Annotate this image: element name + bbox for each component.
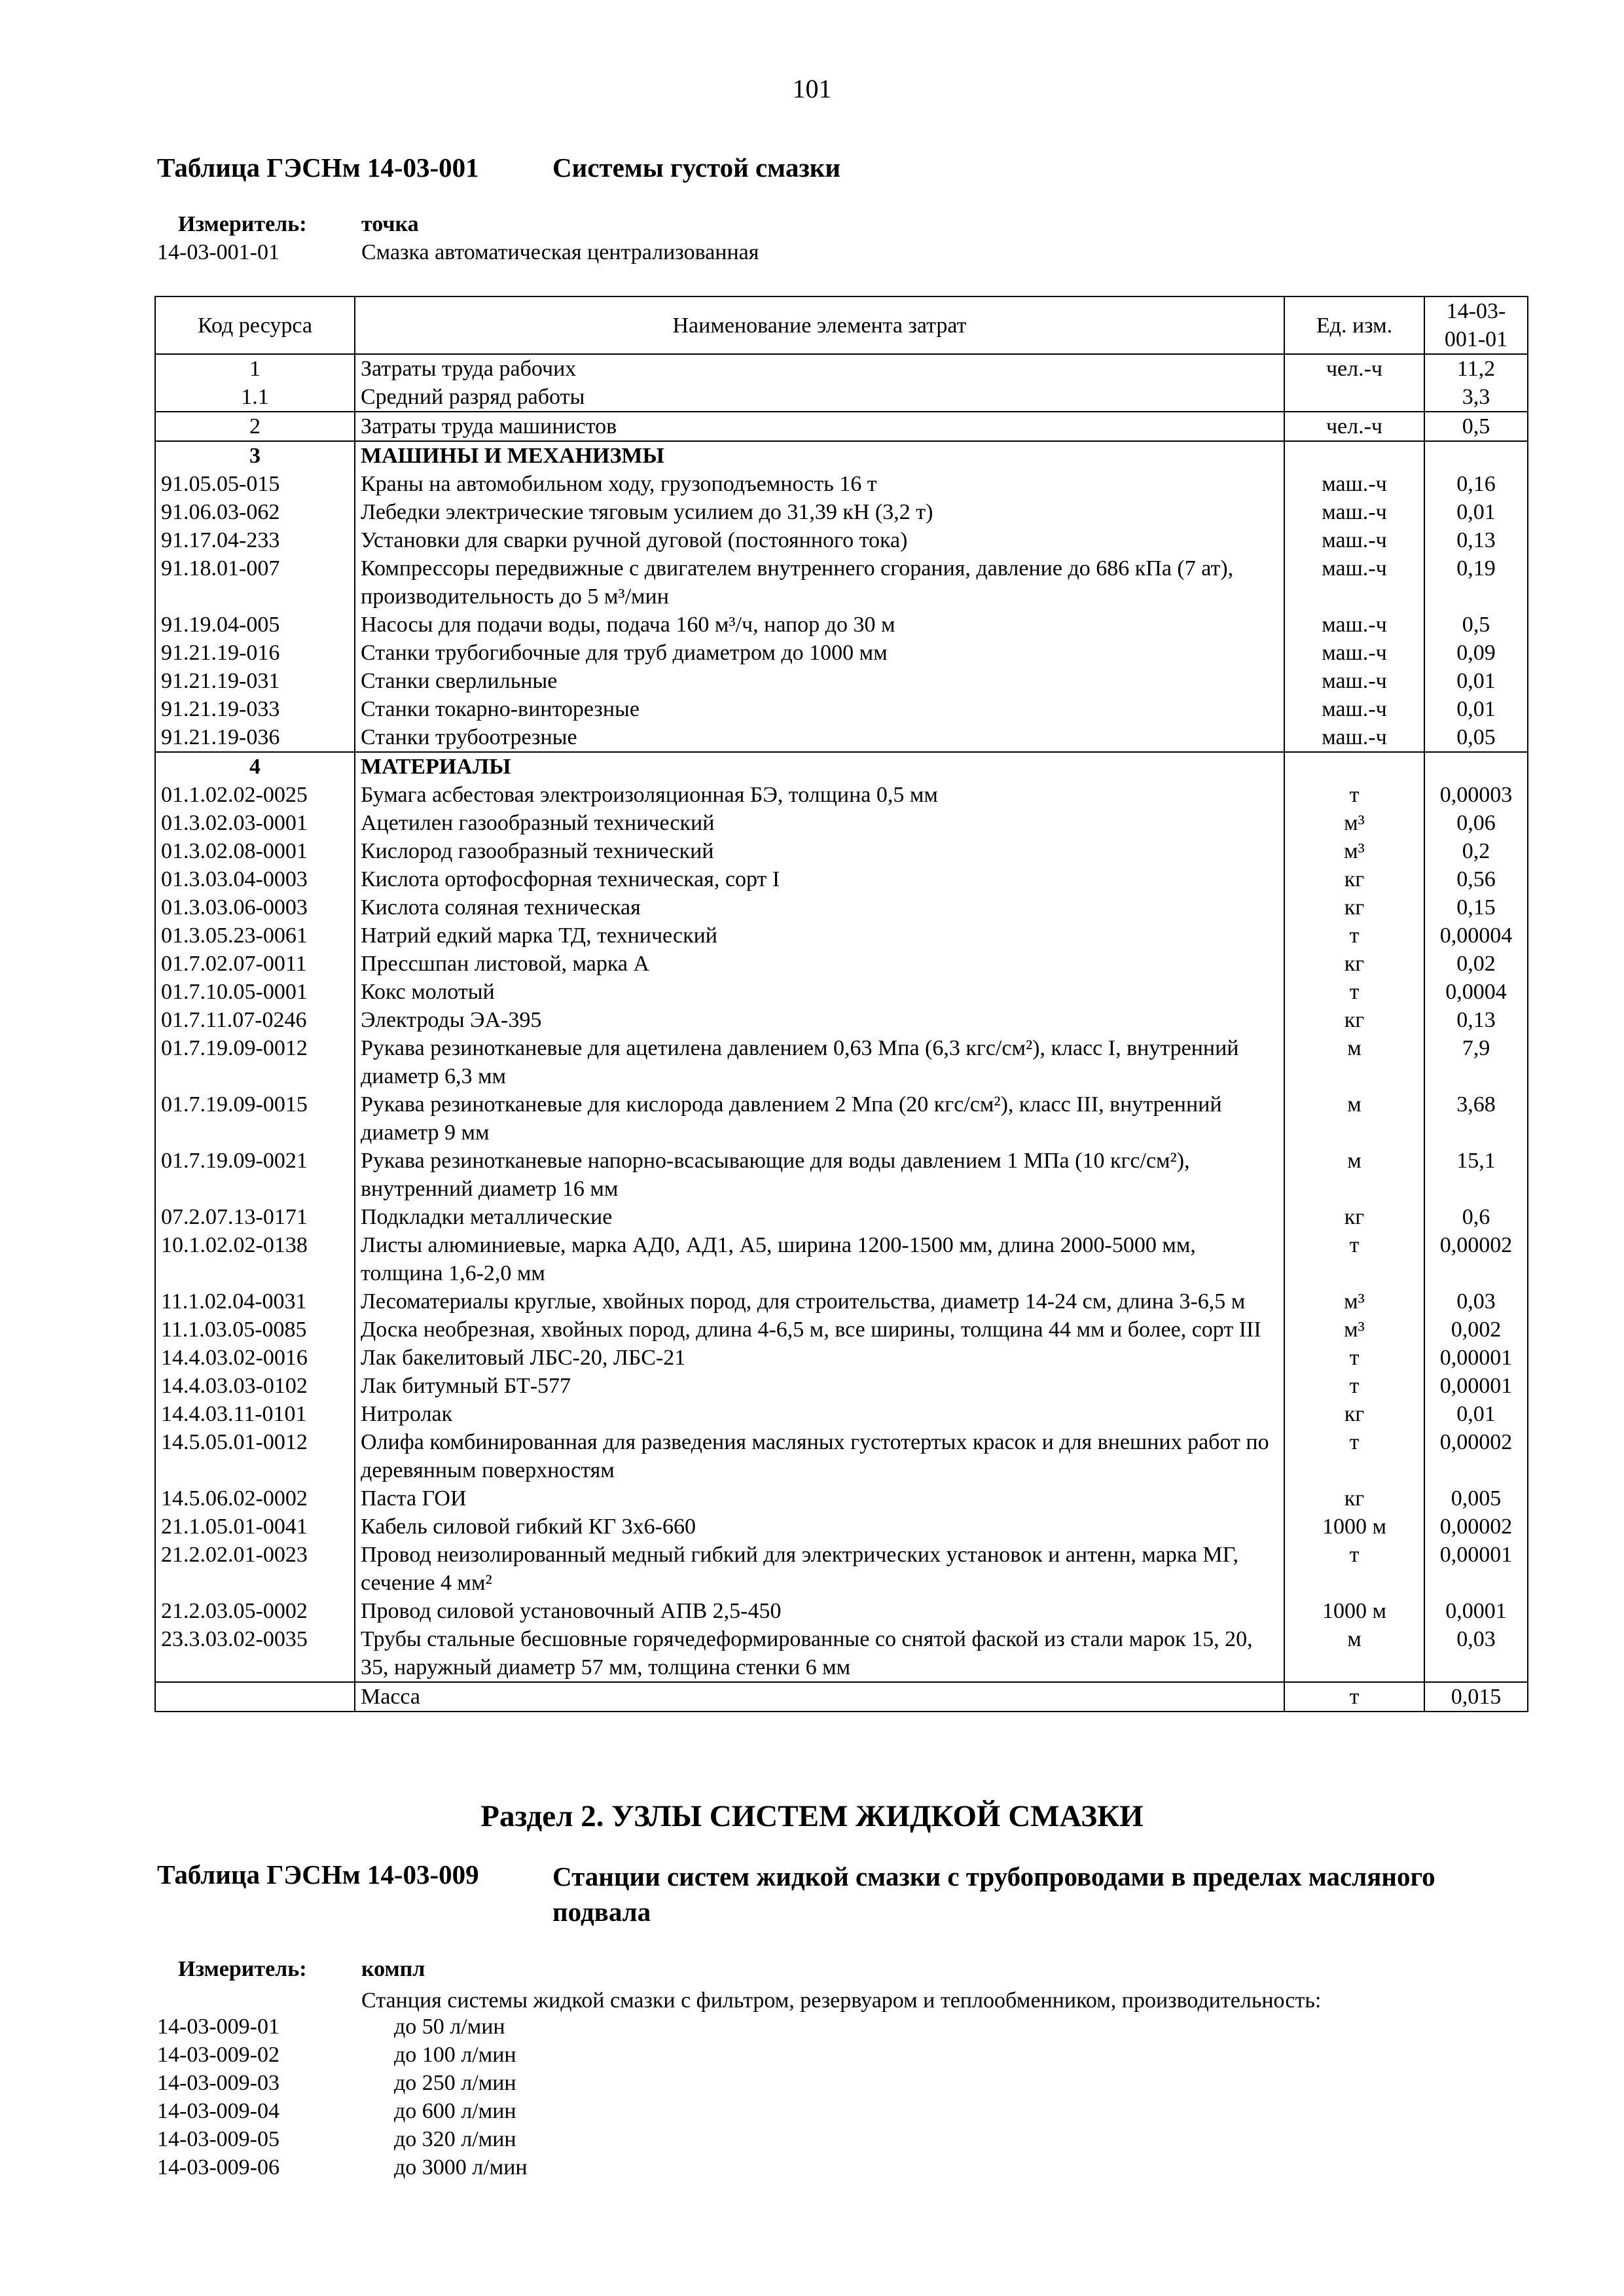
resource-unit-cell: чел.-ч bbox=[1284, 354, 1424, 383]
resource-unit-cell: кг bbox=[1284, 950, 1424, 978]
resource-name-cell: Рукава резинотканевые для ацетилена давлением 0,63 Мпа (6,3 кгс/см²), класс I, внутренний диаметр 6,3 мм bbox=[355, 1034, 1284, 1090]
resource-value-cell: 0,00002 bbox=[1424, 1428, 1528, 1484]
section-title: Раздел 2. УЗЛЫ СИСТЕМ ЖИДКОЙ СМАЗКИ bbox=[480, 1799, 1144, 1833]
resource-unit-cell: т bbox=[1284, 1428, 1424, 1484]
variant-description: до 50 л/мин bbox=[394, 2015, 505, 2039]
resource-value-cell: 0,015 bbox=[1424, 1682, 1528, 1712]
resource-unit-cell: м bbox=[1284, 1034, 1424, 1090]
resource-value-cell: 0,19 bbox=[1424, 554, 1528, 611]
resource-unit-cell: 1000 м bbox=[1284, 1513, 1424, 1541]
table-row bbox=[155, 611, 1528, 639]
resource-value-cell: 0,00002 bbox=[1424, 1231, 1528, 1287]
variant-code: 14-03-009-04 bbox=[157, 2099, 280, 2123]
table-row bbox=[155, 383, 1528, 412]
resource-code-cell: 3 bbox=[155, 441, 355, 470]
resource-unit-cell: маш.-ч bbox=[1284, 611, 1424, 639]
resource-name-cell: Затраты труда машинистов bbox=[355, 412, 1284, 441]
header-code: Код ресурса bbox=[155, 296, 355, 354]
resource-unit-cell: м bbox=[1284, 1090, 1424, 1147]
meter-label: Измеритель: bbox=[178, 212, 307, 236]
table-header-row bbox=[155, 296, 1528, 354]
table-title: Системы густой смазки bbox=[552, 152, 841, 183]
resource-code-cell: 01.3.02.03-0001 bbox=[155, 809, 355, 837]
resource-name-cell: Нитролак bbox=[355, 1400, 1284, 1428]
resource-value-cell: 0,00003 bbox=[1424, 781, 1528, 809]
table-row bbox=[155, 1400, 1528, 1428]
variant-description: до 3000 л/мин bbox=[394, 2155, 528, 2179]
resource-name-cell: Компрессоры передвижные с двигателем внутреннего сгорания, давление до 686 кПа (7 ат), производительность до 5 м³/мин bbox=[355, 554, 1284, 611]
resource-unit-cell: кг bbox=[1284, 1203, 1424, 1231]
table-body bbox=[155, 354, 1528, 1712]
table2-code: Таблица ГЭСНм 14-03-009 bbox=[157, 1859, 479, 1890]
resource-unit-cell: маш.-ч bbox=[1284, 498, 1424, 526]
resource-unit-cell bbox=[1284, 441, 1424, 470]
resource-code-cell: 91.17.04-233 bbox=[155, 526, 355, 554]
table-row bbox=[155, 1147, 1528, 1203]
table-row bbox=[155, 412, 1528, 441]
resource-value-cell: 3,3 bbox=[1424, 383, 1528, 412]
resource-name-cell: Кабель силовой гибкий КГ 3х6-660 bbox=[355, 1513, 1284, 1541]
resource-code-cell: 91.21.19-033 bbox=[155, 695, 355, 723]
resource-value-cell: 0,15 bbox=[1424, 893, 1528, 922]
resource-value-cell: 0,16 bbox=[1424, 470, 1528, 498]
resource-unit-cell: м bbox=[1284, 1625, 1424, 1682]
resource-unit-cell: т bbox=[1284, 1372, 1424, 1400]
table2-meter-value: компл bbox=[361, 1957, 425, 1981]
resource-value-cell: 0,5 bbox=[1424, 611, 1528, 639]
resource-value-cell: 0,00001 bbox=[1424, 1541, 1528, 1597]
variant-description: до 250 л/мин bbox=[394, 2071, 516, 2095]
table2-intro: Станция системы жидкой смазки с фильтром, резервуаром и теплообменником, производительность: bbox=[361, 1988, 1322, 2013]
resource-code-cell: 91.06.03-062 bbox=[155, 498, 355, 526]
resource-code-cell: 23.3.03.02-0035 bbox=[155, 1625, 355, 1682]
resource-name-cell: Прессшпан листовой, марка А bbox=[355, 950, 1284, 978]
resource-value-cell: 0,0004 bbox=[1424, 978, 1528, 1006]
table-row bbox=[155, 1344, 1528, 1372]
resource-value-cell: 7,9 bbox=[1424, 1034, 1528, 1090]
resource-code-cell: 01.7.19.09-0015 bbox=[155, 1090, 355, 1147]
resource-code-cell: 1.1 bbox=[155, 383, 355, 412]
resource-value-cell: 15,1 bbox=[1424, 1147, 1528, 1203]
resource-value-cell: 0,05 bbox=[1424, 723, 1528, 752]
table-row bbox=[155, 1625, 1528, 1682]
resource-name-cell: Паста ГОИ bbox=[355, 1484, 1284, 1513]
resource-unit-cell: м bbox=[1284, 1147, 1424, 1203]
resource-name-cell: Затраты труда рабочих bbox=[355, 354, 1284, 383]
variant-code: 14-03-009-01 bbox=[157, 2015, 280, 2039]
table-row bbox=[155, 723, 1528, 752]
table-row bbox=[155, 1372, 1528, 1400]
table-row bbox=[155, 950, 1528, 978]
resource-value-cell: 0,01 bbox=[1424, 1400, 1528, 1428]
table-row bbox=[155, 781, 1528, 809]
resource-value-cell bbox=[1424, 752, 1528, 781]
resource-name-cell: Средний разряд работы bbox=[355, 383, 1284, 412]
resource-unit-cell: маш.-ч bbox=[1284, 470, 1424, 498]
resource-unit-cell: т bbox=[1284, 1231, 1424, 1287]
resource-name-cell: Рукава резинотканевые для кислорода давлением 2 Мпа (20 кгс/см²), класс III, внутренний диаметр 9 мм bbox=[355, 1090, 1284, 1147]
resource-name-cell: МАТЕРИАЛЫ bbox=[355, 752, 1284, 781]
resource-code-cell: 07.2.07.13-0171 bbox=[155, 1203, 355, 1231]
resource-name-cell: Лак битумный БТ-577 bbox=[355, 1372, 1284, 1400]
resource-code-cell: 14.5.05.01-0012 bbox=[155, 1428, 355, 1484]
resource-code-cell: 21.2.03.05-0002 bbox=[155, 1597, 355, 1625]
variant-code: 14-03-009-06 bbox=[157, 2155, 280, 2179]
resource-value-cell: 0,00001 bbox=[1424, 1344, 1528, 1372]
resource-code-cell: 91.19.04-005 bbox=[155, 611, 355, 639]
variant-description: до 320 л/мин bbox=[394, 2127, 516, 2151]
norm-code: 14-03-001-01 bbox=[157, 240, 280, 264]
resource-name-cell: Олифа комбинированная для разведения масляных густотертых красок и для внешних работ по деревянным поверхностям bbox=[355, 1428, 1284, 1484]
resource-name-cell: Кислота соляная техническая bbox=[355, 893, 1284, 922]
resource-name-cell: Станки сверлильные bbox=[355, 667, 1284, 695]
table-row bbox=[155, 1428, 1528, 1484]
resource-name-cell: Доска необрезная, хвойных пород, длина 4-6,5 м, все ширины, толщина 44 мм и более, сорт III bbox=[355, 1316, 1284, 1344]
resource-unit-cell: м³ bbox=[1284, 809, 1424, 837]
variant-description: до 100 л/мин bbox=[394, 2043, 516, 2067]
resource-value-cell: 0,09 bbox=[1424, 639, 1528, 667]
resource-unit-cell: т bbox=[1284, 1541, 1424, 1597]
resource-name-cell: Лак бакелитовый ЛБС-20, ЛБС-21 bbox=[355, 1344, 1284, 1372]
resource-unit-cell: м³ bbox=[1284, 1287, 1424, 1316]
resource-code-cell: 11.1.02.04-0031 bbox=[155, 1287, 355, 1316]
table-row bbox=[155, 441, 1528, 470]
resource-code-cell: 01.7.19.09-0021 bbox=[155, 1147, 355, 1203]
resource-code-cell: 14.4.03.11-0101 bbox=[155, 1400, 355, 1428]
resource-name-cell: Трубы стальные бесшовные горячедеформированные со снятой фаской из стали марок 15, 20, 35, наружный диаметр 57 мм, толщина стенки 6 мм bbox=[355, 1625, 1284, 1682]
resource-code-cell: 01.3.03.04-0003 bbox=[155, 865, 355, 893]
table-row bbox=[155, 1203, 1528, 1231]
resource-value-cell: 0,13 bbox=[1424, 526, 1528, 554]
table-row bbox=[155, 1287, 1528, 1316]
table-row bbox=[155, 1513, 1528, 1541]
resource-unit-cell: кг bbox=[1284, 1006, 1424, 1034]
resource-name-cell: Станки трубогибочные для труб диаметром до 1000 мм bbox=[355, 639, 1284, 667]
resource-unit-cell: маш.-ч bbox=[1284, 639, 1424, 667]
resource-name-cell: Бумага асбестовая электроизоляционная БЭ, толщина 0,5 мм bbox=[355, 781, 1284, 809]
resource-value-cell: 3,68 bbox=[1424, 1090, 1528, 1147]
resource-code-cell: 10.1.02.02-0138 bbox=[155, 1231, 355, 1287]
resource-value-cell: 0,03 bbox=[1424, 1625, 1528, 1682]
resource-name-cell: Провод неизолированный медный гибкий для электрических установок и антенн, марка МГ, сечение 4 мм² bbox=[355, 1541, 1284, 1597]
header-name: Наименование элемента затрат bbox=[355, 296, 1284, 354]
resource-unit-cell: кг bbox=[1284, 893, 1424, 922]
resource-name-cell: Станки трубоотрезные bbox=[355, 723, 1284, 752]
resource-name-cell: Установки для сварки ручной дуговой (постоянного тока) bbox=[355, 526, 1284, 554]
table-row bbox=[155, 498, 1528, 526]
resource-value-cell: 11,2 bbox=[1424, 354, 1528, 383]
resource-name-cell: Краны на автомобильном ходу, грузоподъемность 16 т bbox=[355, 470, 1284, 498]
page-number: 101 bbox=[792, 74, 832, 103]
resource-name-cell: Лесоматериалы круглые, хвойных пород, для строительства, диаметр 14-24 см, длина 3-6,5 м bbox=[355, 1287, 1284, 1316]
resource-code-cell: 91.21.19-016 bbox=[155, 639, 355, 667]
table-row bbox=[155, 837, 1528, 865]
resource-unit-cell: маш.-ч bbox=[1284, 554, 1424, 611]
resource-code-cell: 2 bbox=[155, 412, 355, 441]
header-unit: Ед. изм. bbox=[1284, 296, 1424, 354]
resource-unit-cell: т bbox=[1284, 781, 1424, 809]
variant-description: до 600 л/мин bbox=[394, 2099, 516, 2123]
resource-value-cell: 0,002 bbox=[1424, 1316, 1528, 1344]
resource-unit-cell: т bbox=[1284, 978, 1424, 1006]
resource-value-cell: 0,01 bbox=[1424, 498, 1528, 526]
resource-unit-cell: м³ bbox=[1284, 1316, 1424, 1344]
table-row bbox=[155, 1597, 1528, 1625]
norm-description: Смазка автоматическая централизованная bbox=[361, 240, 759, 264]
variant-code: 14-03-009-05 bbox=[157, 2127, 280, 2151]
resource-value-cell: 0,005 bbox=[1424, 1484, 1528, 1513]
resource-code-cell: 14.5.06.02-0002 bbox=[155, 1484, 355, 1513]
resource-unit-cell: маш.-ч bbox=[1284, 723, 1424, 752]
meter-value: точка bbox=[361, 212, 419, 236]
table-row bbox=[155, 893, 1528, 922]
table-row bbox=[155, 865, 1528, 893]
table-code: Таблица ГЭСНм 14-03-001 bbox=[157, 152, 479, 183]
resource-code-cell: 91.21.19-031 bbox=[155, 667, 355, 695]
resource-unit-cell: чел.-ч bbox=[1284, 412, 1424, 441]
table-row bbox=[155, 526, 1528, 554]
resource-name-cell: Кислота ортофосфорная техническая, сорт I bbox=[355, 865, 1284, 893]
resource-name-cell: Подкладки металлические bbox=[355, 1203, 1284, 1231]
resource-value-cell: 0,03 bbox=[1424, 1287, 1528, 1316]
resource-value-cell: 0,5 bbox=[1424, 412, 1528, 441]
resource-value-cell: 0,00002 bbox=[1424, 1513, 1528, 1541]
resource-table bbox=[154, 296, 1528, 1712]
table-row bbox=[155, 1682, 1528, 1712]
table-row bbox=[155, 1034, 1528, 1090]
resource-code-cell: 21.2.02.01-0023 bbox=[155, 1541, 355, 1597]
table-row bbox=[155, 695, 1528, 723]
resource-code-cell: 01.7.11.07-0246 bbox=[155, 1006, 355, 1034]
table-row bbox=[155, 1316, 1528, 1344]
resource-value-cell: 0,2 bbox=[1424, 837, 1528, 865]
resource-name-cell: Провод силовой установочный АПВ 2,5-450 bbox=[355, 1597, 1284, 1625]
resource-name-cell: Рукава резинотканевые напорно-всасывающие для воды давлением 1 МПа (10 кгс/см²), внутренний диаметр 16 мм bbox=[355, 1147, 1284, 1203]
table-row bbox=[155, 1006, 1528, 1034]
resource-code-cell: 14.4.03.03-0102 bbox=[155, 1372, 355, 1400]
table-row bbox=[155, 639, 1528, 667]
resource-value-cell: 0,6 bbox=[1424, 1203, 1528, 1231]
resource-name-cell: Станки токарно-винторезные bbox=[355, 695, 1284, 723]
resource-name-cell: Лебедки электрические тяговым усилием до 31,39 кН (3,2 т) bbox=[355, 498, 1284, 526]
variant-code: 14-03-009-02 bbox=[157, 2043, 280, 2067]
resource-name-cell: МАШИНЫ И МЕХАНИЗМЫ bbox=[355, 441, 1284, 470]
resource-value-cell: 0,02 bbox=[1424, 950, 1528, 978]
resource-unit-cell: т bbox=[1284, 1344, 1424, 1372]
resource-value-cell: 0,01 bbox=[1424, 695, 1528, 723]
table-row bbox=[155, 978, 1528, 1006]
resource-unit-cell: 1000 м bbox=[1284, 1597, 1424, 1625]
table-row bbox=[155, 1541, 1528, 1597]
resource-code-cell: 1 bbox=[155, 354, 355, 383]
resource-value-cell: 0,56 bbox=[1424, 865, 1528, 893]
resource-name-cell: Электроды ЭА-395 bbox=[355, 1006, 1284, 1034]
resource-name-cell: Натрий едкий марка ТД, технический bbox=[355, 922, 1284, 950]
resource-name-cell: Ацетилен газообразный технический bbox=[355, 809, 1284, 837]
resource-code-cell: 21.1.05.01-0041 bbox=[155, 1513, 355, 1541]
resource-unit-cell: маш.-ч bbox=[1284, 667, 1424, 695]
table-row bbox=[155, 922, 1528, 950]
resource-code-cell: 01.3.03.06-0003 bbox=[155, 893, 355, 922]
resource-value-cell: 0,01 bbox=[1424, 667, 1528, 695]
variant-code: 14-03-009-03 bbox=[157, 2071, 280, 2095]
resource-value-cell: 0,13 bbox=[1424, 1006, 1528, 1034]
table-row bbox=[155, 1484, 1528, 1513]
resource-unit-cell: м³ bbox=[1284, 837, 1424, 865]
resource-unit-cell: кг bbox=[1284, 1400, 1424, 1428]
table-row bbox=[155, 809, 1528, 837]
resource-name-cell: Насосы для подачи воды, подача 160 м³/ч, напор до 30 м bbox=[355, 611, 1284, 639]
resource-value-cell bbox=[1424, 441, 1528, 470]
table-row bbox=[155, 1231, 1528, 1287]
resource-name-cell: Масса bbox=[355, 1682, 1284, 1712]
resource-code-cell: 01.7.10.05-0001 bbox=[155, 978, 355, 1006]
resource-unit-cell: т bbox=[1284, 922, 1424, 950]
resource-code-cell: 91.18.01-007 bbox=[155, 554, 355, 611]
resource-value-cell: 0,00004 bbox=[1424, 922, 1528, 950]
resource-name-cell: Кислород газообразный технический bbox=[355, 837, 1284, 865]
resource-code-cell: 01.7.19.09-0012 bbox=[155, 1034, 355, 1090]
table-row bbox=[155, 752, 1528, 781]
resource-code-cell bbox=[155, 1682, 355, 1712]
table-row bbox=[155, 554, 1528, 611]
table-row bbox=[155, 1090, 1528, 1147]
resource-unit-cell bbox=[1284, 752, 1424, 781]
resource-value-cell: 0,06 bbox=[1424, 809, 1528, 837]
resource-value-cell: 0,0001 bbox=[1424, 1597, 1528, 1625]
resource-code-cell: 01.3.02.08-0001 bbox=[155, 837, 355, 865]
resource-unit-cell: кг bbox=[1284, 865, 1424, 893]
resource-unit-cell: т bbox=[1284, 1682, 1424, 1712]
resource-code-cell: 91.21.19-036 bbox=[155, 723, 355, 752]
header-norm: 14-03-001-01 bbox=[1424, 296, 1528, 354]
resource-code-cell: 01.3.05.23-0061 bbox=[155, 922, 355, 950]
resource-value-cell: 0,00001 bbox=[1424, 1372, 1528, 1400]
table2-meter-label: Измеритель: bbox=[178, 1957, 307, 1981]
resource-code-cell: 14.4.03.02-0016 bbox=[155, 1344, 355, 1372]
resource-unit-cell: маш.-ч bbox=[1284, 695, 1424, 723]
table-row bbox=[155, 354, 1528, 383]
table-row bbox=[155, 470, 1528, 498]
resource-code-cell: 01.7.02.07-0011 bbox=[155, 950, 355, 978]
resource-name-cell: Кокс молотый bbox=[355, 978, 1284, 1006]
resource-code-cell: 4 bbox=[155, 752, 355, 781]
table-row bbox=[155, 667, 1528, 695]
resource-code-cell: 11.1.03.05-0085 bbox=[155, 1316, 355, 1344]
resource-unit-cell: маш.-ч bbox=[1284, 526, 1424, 554]
resource-code-cell: 01.1.02.02-0025 bbox=[155, 781, 355, 809]
resource-code-cell: 91.05.05-015 bbox=[155, 470, 355, 498]
resource-unit-cell: кг bbox=[1284, 1484, 1424, 1513]
resource-unit-cell bbox=[1284, 383, 1424, 412]
resource-name-cell: Листы алюминиевые, марка АД0, АД1, А5, ширина 1200-1500 мм, длина 2000-5000 мм, толщина 1,6-2,0 мм bbox=[355, 1231, 1284, 1287]
table2-title: Станции систем жидкой смазки с трубопроводами в пределах масляного подвала bbox=[552, 1861, 1435, 1927]
